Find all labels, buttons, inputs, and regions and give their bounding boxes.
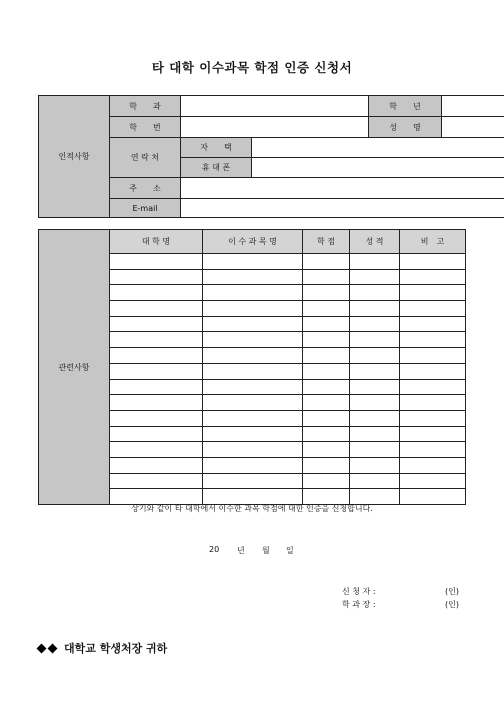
contact-label: 연 락 처 — [110, 138, 181, 178]
course-name-cell[interactable] — [203, 348, 303, 364]
university-cell[interactable] — [110, 379, 203, 395]
course-name-cell[interactable] — [203, 301, 303, 317]
header-grade: 성 적 — [350, 230, 400, 254]
university-cell[interactable] — [110, 442, 203, 458]
email-label: E-mail — [110, 199, 181, 218]
date-month-label: 월 — [262, 546, 270, 555]
university-cell[interactable] — [110, 473, 203, 489]
course-name-cell[interactable] — [203, 285, 303, 301]
credits-cell[interactable] — [303, 426, 350, 442]
course-name-cell[interactable] — [203, 395, 303, 411]
grade-cell[interactable] — [350, 332, 400, 348]
remarks-cell[interactable] — [400, 363, 466, 379]
grade-cell[interactable] — [350, 410, 400, 426]
credits-cell[interactable] — [303, 473, 350, 489]
diamond-icon — [48, 643, 58, 653]
remarks-cell[interactable] — [400, 269, 466, 285]
grade-cell[interactable] — [350, 269, 400, 285]
university-cell[interactable] — [110, 332, 203, 348]
credits-cell[interactable] — [303, 269, 350, 285]
course-name-cell[interactable] — [203, 473, 303, 489]
header-credits: 학 점 — [303, 230, 350, 254]
course-name-cell[interactable] — [203, 379, 303, 395]
home-phone-label: 자 택 — [181, 138, 252, 158]
remarks-cell[interactable] — [400, 301, 466, 317]
course-name-cell[interactable] — [203, 269, 303, 285]
applicant-label: 신 청 자 : — [342, 587, 376, 596]
grade-cell[interactable] — [350, 316, 400, 332]
statement-text: 상기와 같이 타 대학에서 이수한 과목 학점에 대한 인증을 신청합니다. — [131, 504, 373, 513]
university-cell[interactable] — [110, 410, 203, 426]
header-university: 대 학 명 — [110, 230, 203, 254]
date-day-label: 일 — [286, 546, 294, 555]
address-label: 주 소 — [110, 178, 181, 199]
grade-cell[interactable] — [350, 254, 400, 270]
course-name-cell[interactable] — [203, 442, 303, 458]
student-id-field[interactable] — [181, 117, 369, 138]
year-field[interactable] — [442, 96, 504, 117]
remarks-cell[interactable] — [400, 316, 466, 332]
university-cell[interactable] — [110, 363, 203, 379]
remarks-cell[interactable] — [400, 426, 466, 442]
mobile-field[interactable] — [252, 158, 504, 178]
grade-cell[interactable] — [350, 473, 400, 489]
credits-cell[interactable] — [303, 363, 350, 379]
university-cell[interactable] — [110, 316, 203, 332]
home-phone-field[interactable] — [252, 138, 504, 158]
mobile-label: 휴 대 폰 — [181, 158, 252, 178]
course-name-cell[interactable] — [203, 363, 303, 379]
courses-table — [38, 229, 466, 505]
personal-section-label: 인적사항 — [39, 96, 110, 218]
grade-cell[interactable] — [350, 301, 400, 317]
dept-label: 학 과 — [110, 96, 181, 117]
chair-label: 학 과 장 : — [342, 600, 376, 609]
credits-cell[interactable] — [303, 410, 350, 426]
remarks-cell[interactable] — [400, 457, 466, 473]
credits-cell[interactable] — [303, 395, 350, 411]
university-cell[interactable] — [110, 457, 203, 473]
applicant-seal: (인) — [445, 587, 459, 596]
university-cell[interactable] — [110, 301, 203, 317]
credits-cell[interactable] — [303, 254, 350, 270]
dept-field[interactable] — [181, 96, 369, 117]
credits-cell[interactable] — [303, 457, 350, 473]
course-name-cell[interactable] — [203, 254, 303, 270]
address-field[interactable] — [181, 178, 504, 199]
credits-cell[interactable] — [303, 332, 350, 348]
grade-cell[interactable] — [350, 395, 400, 411]
chair-seal: (인) — [445, 600, 459, 609]
credits-cell[interactable] — [303, 442, 350, 458]
grade-cell[interactable] — [350, 379, 400, 395]
grade-cell[interactable] — [350, 426, 400, 442]
student-id-label: 학 번 — [110, 117, 181, 138]
diamond-icon — [37, 643, 47, 653]
university-cell[interactable] — [110, 285, 203, 301]
grade-cell[interactable] — [350, 363, 400, 379]
course-name-cell[interactable] — [203, 316, 303, 332]
course-name-cell[interactable] — [203, 457, 303, 473]
year-label: 학 년 — [369, 96, 442, 117]
remarks-cell[interactable] — [400, 379, 466, 395]
credits-cell[interactable] — [303, 301, 350, 317]
name-label: 성 명 — [369, 117, 442, 138]
remarks-cell[interactable] — [400, 254, 466, 270]
related-section-label: 관련사항 — [39, 230, 110, 505]
university-cell[interactable] — [110, 395, 203, 411]
footer-text: 대학교 학생처장 귀하 — [64, 642, 168, 655]
grade-cell[interactable] — [350, 442, 400, 458]
credits-cell[interactable] — [303, 285, 350, 301]
credits-cell[interactable] — [303, 348, 350, 364]
remarks-cell[interactable] — [400, 473, 466, 489]
grade-cell[interactable] — [350, 457, 400, 473]
university-cell[interactable] — [110, 348, 203, 364]
name-field[interactable] — [442, 117, 504, 138]
footer — [38, 640, 167, 656]
university-cell[interactable] — [110, 426, 203, 442]
remarks-cell[interactable] — [400, 332, 466, 348]
remarks-cell[interactable] — [400, 395, 466, 411]
grade-cell[interactable] — [350, 285, 400, 301]
remarks-cell[interactable] — [400, 442, 466, 458]
remarks-cell[interactable] — [400, 410, 466, 426]
course-name-cell[interactable] — [203, 426, 303, 442]
remarks-cell[interactable] — [400, 285, 466, 301]
header-course-name: 이 수 과 목 명 — [203, 230, 303, 254]
date-prefix: 20 — [209, 545, 220, 554]
credits-cell[interactable] — [303, 379, 350, 395]
university-cell[interactable] — [110, 254, 203, 270]
personal-info-table — [38, 95, 504, 218]
remarks-cell[interactable] — [400, 348, 466, 364]
email-field[interactable] — [181, 199, 504, 218]
university-cell[interactable] — [110, 269, 203, 285]
credits-cell[interactable] — [303, 316, 350, 332]
grade-cell[interactable] — [350, 348, 400, 364]
date-year-label: 년 — [237, 546, 245, 555]
course-name-cell[interactable] — [203, 332, 303, 348]
header-remarks: 비 고 — [400, 230, 466, 254]
document-title: 타 대학 이수과목 학점 인증 신청서 — [151, 60, 353, 75]
course-name-cell[interactable] — [203, 410, 303, 426]
